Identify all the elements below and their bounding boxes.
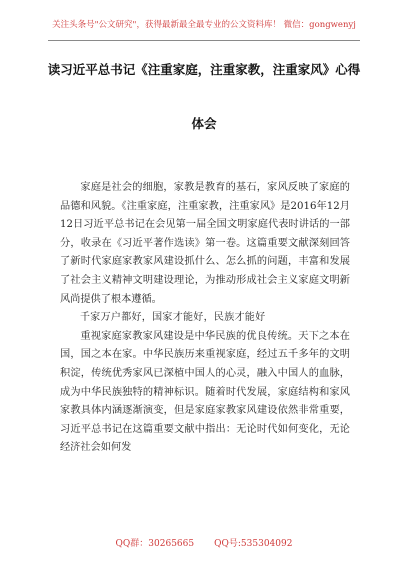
document-title-continuation: 体会 bbox=[191, 116, 217, 131]
header-banner: 关注头条号"公文研究"，获得最新最全最专业的公文资料库！ 微信：gongwenyj bbox=[52, 20, 356, 30]
document-title: 读习近平总书记《注重家庭，注重家教，注重家风》心得 bbox=[47, 62, 361, 77]
footer-qq-number: QQ号:535304092 bbox=[214, 539, 293, 549]
document-body bbox=[60, 179, 350, 458]
paragraph-intro: 家庭是社会的细胞，家教是教育的基石，家风反映了家庭的品德和风貌。《注重家庭，注重家教，注重家风》是2016年12月12日习近平总书记在会见第一届全国文明家庭代表时讲话的一部分，收录在《习近平著作选读》第一卷。这篇重要文献深刻回答了新时代家庭家教家风建设抓什么、怎么抓的问题，丰富和发展了社会主义精神文明建设理论，为推动形成社会主义家庭文明新风尚提供了根本遵循。 bbox=[60, 182, 350, 305]
footer-contact bbox=[0, 538, 408, 550]
section-heading: 千家万户都好，国家才能好，民族才能好 bbox=[80, 312, 266, 324]
paragraph-tradition: 重视家庭家教家风建设是中华民族的优良传统。天下之本在国，国之本在家。中华民族历来重视家庭，经过五千多年的文明积淀，传统优秀家风已深植中国人的心灵，融入中国人的血脉，成为中华民族独特的精神标识。随着时代发展，家庭结构和家风家教具体内涵逐渐演变，但是家庭家教家风建设依然非常重要，习近平总书记在这篇重要文献中指出：无论时代如何变化，无论经济社会如何发 bbox=[60, 330, 350, 454]
footer-qq-group: QQ群：30265665 bbox=[115, 539, 195, 549]
header-divider bbox=[48, 40, 360, 41]
